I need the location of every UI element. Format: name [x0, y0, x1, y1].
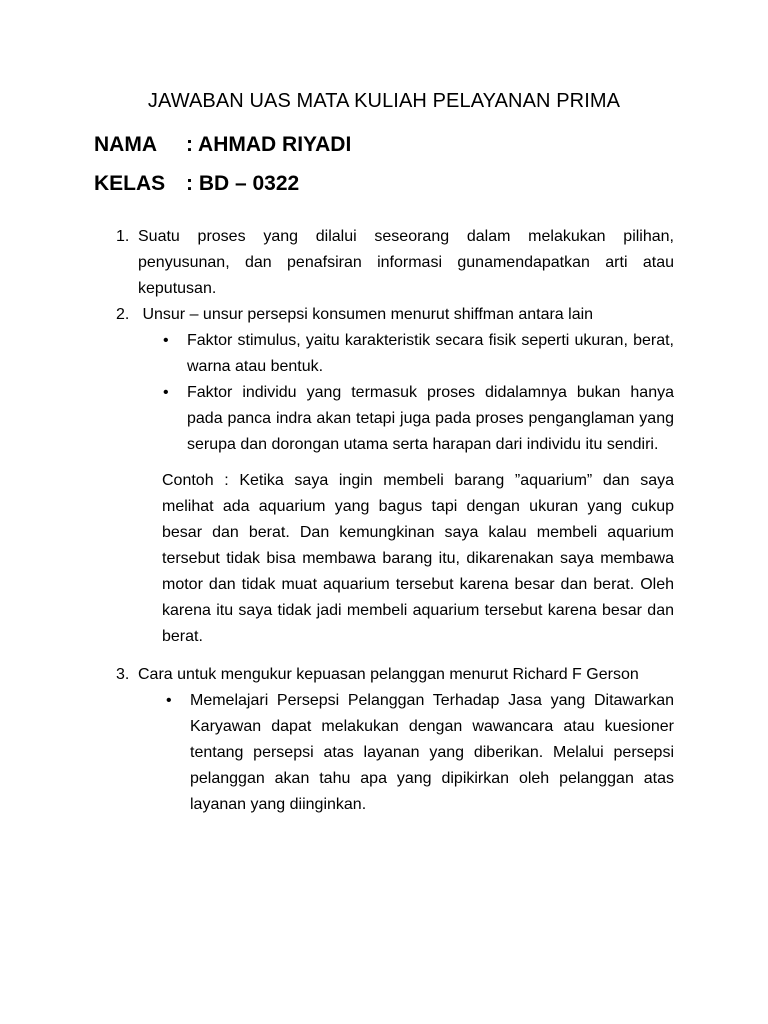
- item-text: Suatu proses yang dilalui seseorang dalam melakukan pilihan, penyusunan, dan penafsiran informasi gunamendapatkan arti atau keputusan.: [138, 228, 674, 297]
- bullet-icon: •: [163, 332, 169, 349]
- item-number: 3.: [116, 666, 130, 683]
- student-name-row: [94, 133, 351, 157]
- answer-list: [0, 224, 768, 818]
- answer-item-1: [116, 224, 674, 302]
- bullet-item: [166, 688, 674, 818]
- name-label: NAMA: [94, 133, 157, 156]
- item-number: 2.: [116, 306, 130, 323]
- name-value: : AHMAD RIYADI: [186, 133, 352, 156]
- bullet-text: Faktor stimulus, yaitu karakteristik secara fisik seperti ukuran, berat, warna atau bentuk.: [187, 332, 674, 375]
- student-class-row: [94, 172, 299, 196]
- class-label: KELAS: [94, 172, 166, 195]
- answer-item-2: [116, 302, 674, 328]
- bullet-icon: •: [166, 692, 172, 709]
- spacer: [0, 650, 768, 662]
- bullet-text: Memelajari Persepsi Pelanggan Terhadap Jasa yang Ditawarkan Karyawan dapat melakukan dengan wawancara atau kuesioner tentang persepsi atas layanan yang diberikan. Melalui persepsi pelanggan akan tahu apa yang dipikirkan oleh pelanggan atas layanan yang diinginkan.: [190, 692, 674, 813]
- bullet-item: [163, 380, 674, 458]
- item-text: Cara untuk mengukur kepuasan pelanggan menurut Richard F Gerson: [138, 666, 639, 683]
- bullet-item: [163, 328, 674, 380]
- bullet-text: Faktor individu yang termasuk proses didalamnya bukan hanya pada panca indra akan tetapi juga pada proses penganglaman yang serupa dan dorongan utama serta harapan dari individu itu sendiri.: [187, 384, 674, 453]
- item-text: Unsur – unsur persepsi konsumen menurut shiffman antara lain: [138, 306, 594, 323]
- class-value: : BD – 0322: [186, 172, 300, 195]
- example-paragraph: Contoh : Ketika saya ingin membeli barang ”aquarium” dan saya melihat ada aquarium yang bagus tapi dengan ukuran yang cukup besar dan berat. Dan kemungkinan saya kalau membeli aquarium tersebut tidak bisa membawa barang itu, dikarenakan saya membawa motor dan tidak muat aquarium tersebut karena besar dan berat. Oleh karena itu saya tidak jadi membeli aquarium tersebut karena besar dan berat.: [162, 472, 674, 645]
- bullet-icon: •: [163, 384, 169, 401]
- document-title: JAWABAN UAS MATA KULIAH PELAYANAN PRIMA: [147, 90, 621, 112]
- item-number: 1.: [116, 228, 130, 245]
- answer-item-3: [116, 662, 674, 688]
